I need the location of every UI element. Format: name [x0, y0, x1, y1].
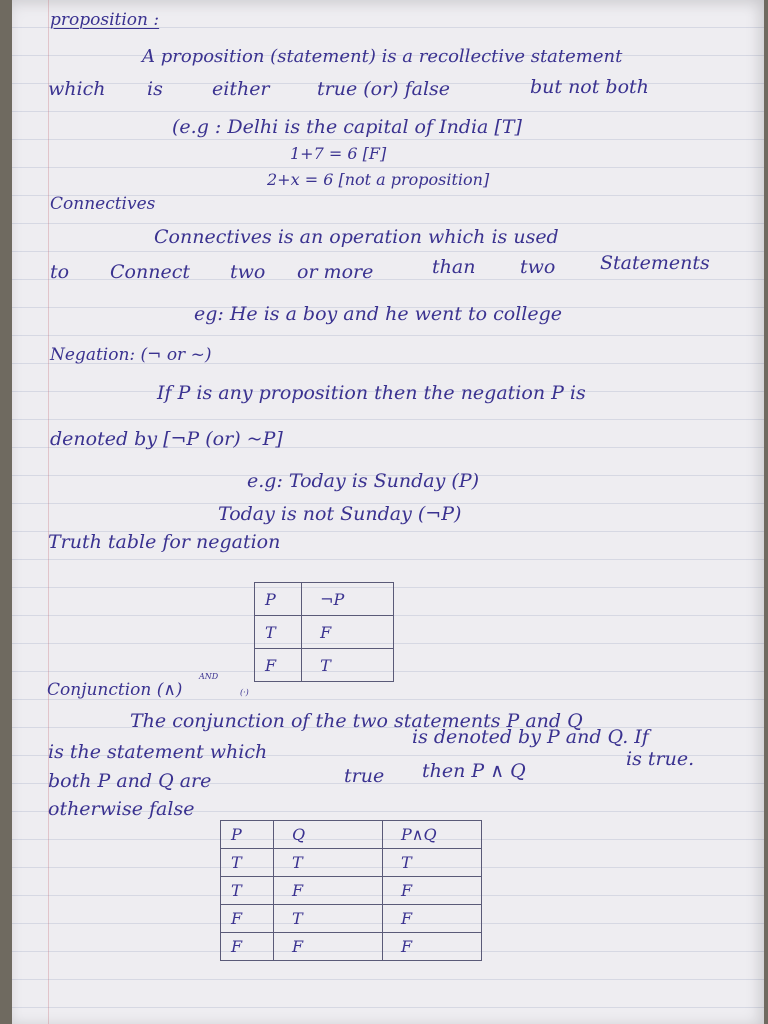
heading-conjunction: Conjunction (∧)	[47, 680, 183, 700]
conjunction-line-3c: then P ∧ Q	[422, 760, 526, 782]
conjunction-and-note: AND	[199, 672, 219, 681]
prop-line-2d: true (or) false	[317, 78, 451, 100]
connectives-line-2e: than	[432, 256, 476, 278]
conjunction-truth-table	[220, 820, 482, 961]
prop-line-1: A proposition (statement) is a recollective statement	[142, 46, 623, 67]
table-header-cell: P	[221, 821, 274, 849]
table-cell: F	[383, 905, 482, 933]
conjunction-small-mark: (·)	[240, 688, 249, 697]
connectives-line-2f: two	[520, 256, 556, 278]
connectives-line-2c: two	[230, 261, 266, 283]
conjunction-line-3a: both P and Q are	[48, 770, 212, 792]
prop-line-2b: is	[147, 78, 163, 100]
negation-example-2: Today is not Sunday (¬P)	[218, 503, 462, 525]
conjunction-line-1: The conjunction of the two statements P and Q	[130, 710, 583, 732]
negation-example-1: e.g: Today is Sunday (P)	[247, 470, 480, 492]
table-cell: T	[383, 849, 482, 877]
connectives-line-1: Connectives is an operation which is used	[154, 226, 559, 248]
table-row	[255, 649, 394, 682]
connectives-example: eg: He is a boy and he went to college	[194, 303, 563, 325]
notebook-page	[12, 0, 764, 1024]
table-header-row	[255, 583, 394, 616]
conjunction-line-3d: is true.	[626, 748, 695, 770]
table-header-cell: P	[255, 583, 302, 616]
table-row	[255, 616, 394, 649]
conjunction-line-4: otherwise false	[48, 798, 195, 820]
connectives-line-2a: to	[50, 261, 70, 283]
connectives-line-2d: or more	[297, 261, 374, 283]
table-cell: F	[221, 933, 274, 961]
prop-line-2c: either	[212, 78, 270, 100]
table-header-cell: Q	[274, 821, 383, 849]
table-header-row	[221, 821, 482, 849]
table-cell: F	[274, 877, 383, 905]
negation-line-2: denoted by [¬P (or) ~P]	[50, 428, 283, 450]
table-cell: F	[302, 616, 394, 649]
example-line-2: 1+7 = 6 [F]	[290, 144, 387, 163]
table-cell: T	[221, 849, 274, 877]
table-header-cell: ¬P	[302, 583, 394, 616]
truth-table-heading: Truth table for negation	[48, 531, 281, 553]
table-row	[221, 933, 482, 961]
connectives-line-2g: Statements	[600, 252, 710, 274]
margin-line	[48, 0, 49, 1024]
conjunction-line-3b: true	[344, 765, 385, 787]
table-row	[221, 849, 482, 877]
table-cell: F	[274, 933, 383, 961]
example-line-3: 2+x = 6 [not a proposition]	[267, 170, 490, 189]
negation-line-1: If P is any proposition then the negation P is	[157, 382, 586, 404]
conjunction-line-2b: is denoted by P and Q. If	[412, 726, 649, 748]
prop-line-2e: but not both	[530, 76, 649, 98]
table-header-cell: P∧Q	[383, 821, 482, 849]
heading-connectives: Connectives	[50, 194, 156, 214]
table-row	[221, 877, 482, 905]
table-row	[221, 905, 482, 933]
negation-truth-table	[254, 582, 394, 682]
prop-line-2a: which	[48, 78, 106, 100]
table-cell: F	[383, 933, 482, 961]
table-cell: F	[221, 905, 274, 933]
example-line-1: (e.g : Delhi is the capital of India [T]	[172, 116, 522, 138]
table-cell: T	[302, 649, 394, 682]
table-cell: F	[383, 877, 482, 905]
conjunction-line-2a: is the statement which	[48, 741, 268, 763]
heading-negation: Negation: (¬ or ~)	[50, 345, 212, 365]
table-cell: T	[274, 849, 383, 877]
table-cell: T	[274, 905, 383, 933]
connectives-line-2b: Connect	[110, 261, 190, 283]
table-cell: F	[255, 649, 302, 682]
heading-proposition: proposition :	[50, 10, 160, 30]
table-cell: T	[221, 877, 274, 905]
table-cell: T	[255, 616, 302, 649]
